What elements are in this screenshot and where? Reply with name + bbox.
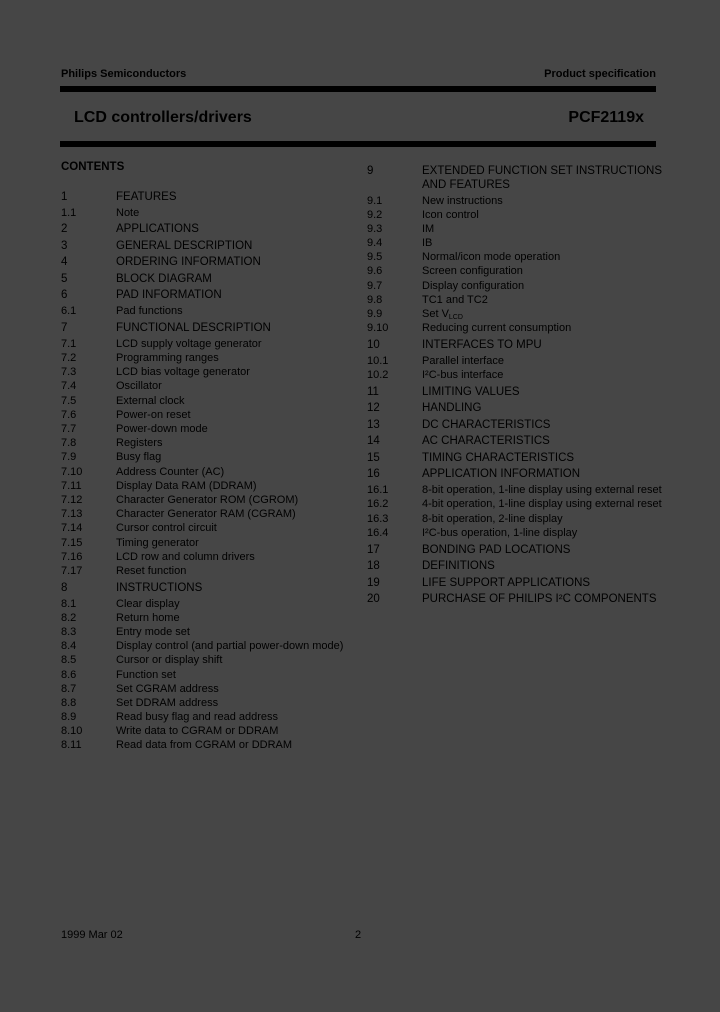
toc-entry-number: 7.14 [61,522,83,535]
toc-entry[interactable] [61,365,361,379]
toc-entry-label: Return home [116,611,180,624]
toc-entry-number: 9.2 [367,208,383,221]
toc-entry-label-text: Set V [422,308,449,320]
toc-entry-number: 4 [61,256,68,269]
toc-entry-number: 8.5 [61,654,77,667]
toc-entry-label: IM [422,222,435,235]
toc-entry-label: Oscillator [116,380,162,393]
toc-entry-number: 17 [367,543,380,556]
toc-entry[interactable] [61,255,361,269]
toc-entry-number: 2 [61,223,68,236]
toc-entry[interactable] [367,526,667,540]
toc-entry[interactable] [61,450,361,464]
toc-entry-label: GENERAL DESCRIPTION [116,239,253,252]
contents-heading: CONTENTS [61,161,125,173]
toc-entry-number: 16 [367,468,380,481]
toc-entry[interactable] [61,581,361,595]
toc-entry-number: 9.6 [367,265,383,278]
toc-entry[interactable] [61,521,361,535]
toc-entry[interactable] [61,321,361,335]
toc-entry-number: 10 [367,338,380,351]
toc-entry-label: FEATURES [116,190,177,203]
toc-entry-number: 7.10 [61,465,83,478]
toc-entry-label: Character Generator RAM (CGRAM) [116,508,296,521]
toc-entry-number: 9 [367,164,374,177]
page-header-company: Philips Semiconductors [61,68,187,80]
toc-entry-number: 3 [61,239,68,252]
toc-entry[interactable] [367,236,667,250]
toc-entry-label: Programming ranges [116,352,219,365]
toc-entry-number: 7.9 [61,451,77,464]
toc-entry-number: 8.8 [61,696,77,709]
toc-entry-number: 1 [61,190,68,203]
toc-entry-number: 7.4 [61,380,77,393]
toc-entry-number: 7.8 [61,437,77,450]
toc-entry-subscript: LCD [448,314,463,321]
toc-entry[interactable] [61,239,361,253]
toc-entry[interactable] [61,724,361,738]
toc-entry-number: 12 [367,402,380,415]
toc-entry-number: 8.11 [61,739,82,752]
toc-entry[interactable] [367,208,667,222]
toc-entry[interactable] [367,543,667,557]
toc-entry-label: Busy flag [116,451,162,464]
toc-entry-number: 6.1 [61,305,77,318]
toc-entry-number: 11 [367,385,379,398]
toc-entry[interactable] [61,696,361,710]
toc-entry[interactable] [367,434,667,448]
toc-entry-label: Display Data RAM (DDRAM) [116,479,257,492]
toc-entry-label: ORDERING INFORMATION [116,256,261,269]
toc-entry[interactable] [61,351,361,365]
toc-entry-number: 8.1 [61,597,77,610]
toc-entry[interactable] [367,321,667,335]
toc-entry-number: 7.7 [61,423,77,435]
toc-entry[interactable] [61,597,361,611]
toc-entry-label: I²C-bus interface [422,369,504,382]
toc-entry[interactable] [61,288,361,302]
toc-entry-number: 8.6 [61,668,77,681]
toc-entry-number: 9.1 [367,194,383,207]
header-rule-top [60,86,656,92]
toc-entry-number: 15 [367,451,380,464]
toc-entry-number: 8.4 [61,640,77,653]
toc-entry[interactable] [61,668,361,682]
toc-entry[interactable] [367,368,667,382]
toc-entry-number: 5 [61,272,68,285]
toc-entry[interactable] [367,451,667,465]
document-title: LCD controllers/drivers [74,109,252,126]
toc-entry-label: LIMITING VALUES [422,385,520,398]
toc-entry[interactable] [367,576,667,590]
toc-entry-label: LCD supply voltage generator [116,337,262,350]
toc-entry-number: 16.2 [367,498,389,511]
toc-entry[interactable] [367,250,667,264]
toc-entry-number: 20 [367,593,380,605]
toc-entry-label: EXTENDED FUNCTION SET INSTRUCTIONS AND FEATURES [422,164,663,191]
toc-entry[interactable] [367,497,667,511]
toc-entry[interactable] [367,279,667,293]
toc-entry-label: DEFINITIONS [422,560,495,572]
toc-entry-number: 16.3 [367,512,389,525]
toc-entry-label: 8-bit operation, 1-line display using external reset [422,484,662,497]
toc-entry[interactable] [61,564,361,578]
toc-entry-label: LIFE SUPPORT APPLICATIONS [422,576,591,589]
toc-entry-number: 9.7 [367,279,383,292]
toc-entry-label: I²C-bus operation, 1-line display [422,526,578,539]
toc-entry-number: 18 [367,560,380,572]
toc-entry[interactable] [367,385,667,399]
toc-entry[interactable] [61,507,361,521]
toc-entry-number: 6 [61,289,68,302]
toc-entry-label: Power-down mode [116,423,208,435]
toc-entry-label: INSTRUCTIONS [116,581,203,594]
toc-entry-label: BONDING PAD LOCATIONS [422,543,571,556]
toc-entry-label: LCD bias voltage generator [116,366,250,379]
toc-entry[interactable] [61,222,361,236]
toc-entry-label: New instructions [422,194,503,207]
toc-entry-number: 7.12 [61,493,83,506]
toc-entry[interactable] [61,206,361,220]
toc-entry-label: LCD row and column drivers [116,550,255,563]
toc-entry-number: 9.5 [367,251,383,264]
toc-entry-number: 9.10 [367,322,389,335]
toc-entry-number: 14 [367,435,380,448]
toc-entry-label: DC CHARACTERISTICS [422,418,551,431]
header-rule-bottom [60,141,656,147]
toc-entry[interactable] [61,379,361,393]
toc-entry-label: PURCHASE OF PHILIPS I²C COMPONENTS [422,593,657,605]
toc-entry-label: APPLICATION INFORMATION [422,468,581,481]
toc-entry-label: 4-bit operation, 1-line display using external reset [422,498,662,511]
toc-entry-label: External clock [116,394,185,407]
toc-entry-label: Normal/icon mode operation [422,251,561,264]
toc-entry-label: IB [422,237,433,250]
contents-column-right [367,161,667,608]
toc-entry[interactable] [61,422,361,436]
toc-entry[interactable] [61,337,361,351]
toc-entry-number: 7.1 [61,337,77,350]
toc-entry-label: Reducing current consumption [422,322,572,335]
toc-entry-label: Cursor control circuit [116,522,217,535]
toc-entry[interactable] [61,190,361,204]
toc-entry-number: 8.7 [61,682,77,695]
toc-entry-number: 8 [61,581,68,594]
toc-entry[interactable] [367,293,667,307]
toc-entry[interactable] [61,304,361,318]
toc-entry-number: 7.5 [61,394,77,407]
toc-entry-label: Power-on reset [116,408,191,421]
toc-entry-number: 7.11 [61,479,82,492]
toc-entry-label: Cursor or display shift [116,654,223,667]
page-header-doc-type: Product specification [544,68,656,80]
toc-entry-label: Reset function [116,564,187,577]
toc-entry-label: Character Generator ROM (CGROM) [116,493,299,506]
toc-entry[interactable] [367,592,667,606]
toc-entry-label: Address Counter (AC) [116,465,225,478]
toc-entry[interactable] [61,479,361,493]
toc-entry[interactable] [61,550,361,564]
toc-entry-number: 7.3 [61,366,77,379]
toc-entry-label: Timing generator [116,536,199,549]
toc-entry[interactable] [367,483,667,497]
toc-entry-number: 7.2 [61,352,77,365]
toc-entry-label: Set CGRAM address [116,682,219,695]
toc-entry-number: 10.2 [367,369,389,382]
page-number: 2 [355,929,362,941]
toc-entry-label: Pad functions [116,305,183,318]
toc-entry-label: FUNCTIONAL DESCRIPTION [116,321,271,334]
toc-entry-number: 9.8 [367,293,383,306]
toc-entry-label: Display control (and partial power-down mode) [116,640,344,653]
toc-entry-number: 13 [367,418,380,431]
toc-entry-number: 7 [61,321,68,334]
toc-entry-label: Screen configuration [422,265,523,278]
toc-entry-label: Icon control [422,208,479,221]
toc-entry-label: Read data from CGRAM or DDRAM [116,739,293,752]
toc-entry-number: 7.17 [61,564,83,577]
toc-entry-number: 7.15 [61,536,83,549]
toc-entry[interactable] [61,682,361,696]
toc-entry-number: 8.2 [61,611,77,624]
toc-entry-number: 8.10 [61,725,83,738]
toc-entry-label: Set DDRAM address [116,696,219,709]
toc-entry-label: Registers [116,437,163,450]
toc-entry[interactable] [367,222,667,236]
toc-entry-label: PAD INFORMATION [116,289,222,302]
toc-entry[interactable] [61,408,361,422]
footer-date: 1999 Mar 02 [61,929,123,941]
toc-entry[interactable] [367,307,667,321]
toc-entry-number: 9.4 [367,237,383,250]
toc-entry-label: Read busy flag and read address [116,711,279,724]
part-number: PCF2119x [568,109,644,126]
toc-entry[interactable] [61,639,361,653]
toc-entry-number: 7.13 [61,508,83,521]
toc-entry[interactable] [367,401,667,415]
toc-entry-label: 8-bit operation, 2-line display [422,512,563,525]
toc-entry[interactable] [367,418,667,432]
toc-entry[interactable] [61,272,361,286]
toc-entry-label: INTERFACES TO MPU [422,338,542,351]
toc-entry[interactable] [61,738,361,752]
toc-entry[interactable] [61,465,361,479]
toc-entry-label: TC1 and TC2 [422,293,488,306]
toc-entry-label: Clear display [116,597,180,610]
toc-entry-label: Entry mode set [116,625,190,638]
toc-entry[interactable] [61,394,361,408]
toc-entry-label: Parallel interface [422,354,504,367]
toc-entry-number: 16.4 [367,526,389,539]
toc-entry-label: HANDLING [422,402,482,415]
toc-entry[interactable] [367,559,667,573]
toc-entry-number: 9.3 [367,222,383,235]
toc-entry-number: 8.9 [61,711,77,724]
toc-entry[interactable] [367,512,667,526]
toc-entry-label: Display configuration [422,279,525,292]
contents-column-left [61,161,361,753]
toc-entry-number: 8.3 [61,625,77,638]
toc-entry-number: 9.9 [367,308,383,320]
toc-entry-label [422,307,667,321]
toc-entry[interactable] [367,164,667,192]
toc-entry[interactable] [61,710,361,724]
toc-entry-label: AC CHARACTERISTICS [422,435,550,448]
toc-entry[interactable] [367,194,667,208]
toc-entry[interactable] [367,338,667,352]
toc-entry[interactable] [61,493,361,507]
toc-entry-number: 16.1 [367,484,389,497]
toc-entry[interactable] [61,536,361,550]
toc-entry-number: 19 [367,576,380,589]
toc-entry-label: Function set [116,668,176,681]
toc-list-right [367,164,667,607]
toc-entry-number: 10.1 [367,354,389,367]
toc-list-left [61,190,361,753]
toc-entry[interactable] [61,625,361,639]
toc-entry[interactable] [61,611,361,625]
toc-entry-number: 1.1 [61,206,77,219]
toc-entry-label: Write data to CGRAM or DDRAM [116,725,279,738]
toc-entry-number: 7.16 [61,550,83,563]
toc-entry[interactable] [61,436,361,450]
toc-entry[interactable] [367,264,667,278]
toc-entry-number: 7.6 [61,408,77,421]
toc-entry[interactable] [61,653,361,667]
toc-entry[interactable] [367,467,667,481]
toc-entry-label: BLOCK DIAGRAM [116,272,212,285]
toc-entry-label: APPLICATIONS [116,223,199,236]
toc-entry[interactable] [367,354,667,368]
toc-entry-label: Note [116,206,140,219]
toc-entry-label: TIMING CHARACTERISTICS [422,451,575,464]
